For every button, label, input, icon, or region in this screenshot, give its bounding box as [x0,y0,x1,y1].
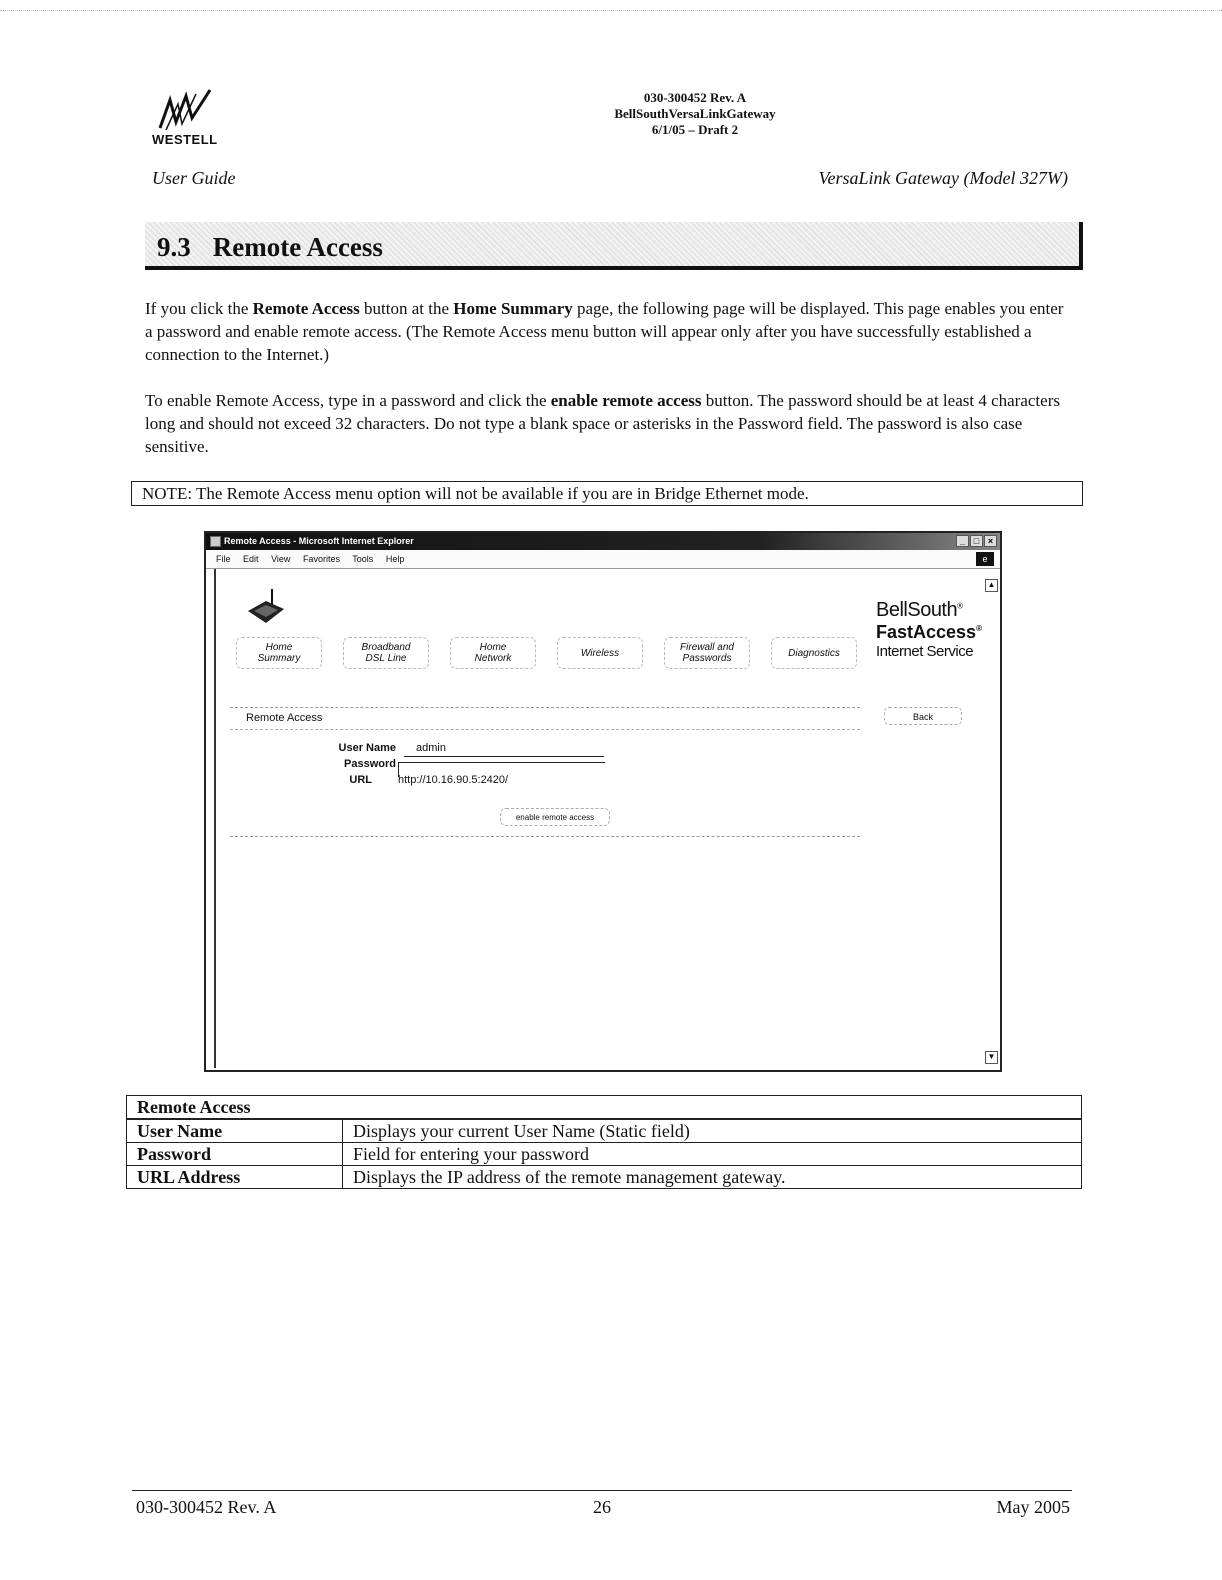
table-key-password: Password [127,1143,343,1166]
scroll-up-icon[interactable]: ▲ [985,579,998,592]
nav-diagnostics[interactable]: Diagnostics [771,637,857,669]
footer-page-number: 26 [593,1497,611,1517]
password-label: Password [344,758,396,770]
paragraph-intro [145,297,1070,366]
browser-content [214,569,986,1068]
user-name-underline [404,756,604,757]
brand-bellsouth: BellSouth [876,599,958,621]
logo-text: WESTELL [152,132,218,147]
menu-help[interactable]: Help [385,554,405,564]
browser-title: Remote Access - Microsoft Internet Explorer [224,536,414,546]
nav-firewall-passwords[interactable]: Firewall and Passwords [664,637,750,669]
menu-edit[interactable]: Edit [243,554,259,564]
para1-text-1: If you click the [145,299,253,318]
para2-bold-1: enable remote access [550,391,702,410]
minimize-icon[interactable]: _ [956,535,969,547]
url-value: http://10.16.90.5:2420/ [398,774,509,786]
ie-window-icon [210,536,221,547]
router-icon [242,587,288,627]
menu-favorites[interactable]: Favorites [302,554,340,564]
brand-internet-service: Internet Service [876,643,974,660]
brand-fastaccess: FastAccess [876,622,977,642]
document-info [500,90,890,138]
ie-throbber-icon: e [976,552,994,566]
para2-text-2: button. The password should be at least 4 characters long and should not exceed 32 characters. Do not type a blank space or asterisks in the Password field. The password is also case sensitive. [145,391,1060,456]
footer-date: May 2005 [996,1497,1070,1517]
user-name-value: admin [416,742,446,754]
footer-rule [132,1490,1072,1491]
table-value-user-name: Displays your current User Name (Static field) [343,1119,1082,1143]
table-header: Remote Access [127,1096,1082,1120]
scan-artifact-line [0,10,1222,12]
nav-home-network[interactable]: Home Network [450,637,536,669]
para1-bold-2: Home Summary [453,299,573,318]
paragraph-instructions [145,389,1070,458]
section-number: 9.3 [157,232,191,262]
menu-file[interactable]: File [216,554,231,564]
scroll-down-icon[interactable]: ▼ [985,1051,998,1064]
table-header-row [127,1096,1082,1120]
table-row [127,1166,1082,1189]
menu-tools[interactable]: Tools [352,554,374,564]
table-key-url-address: URL Address [127,1166,343,1189]
para1-bold-1: Remote Access [252,299,360,318]
para2-text-1: To enable Remote Access, type in a password and click the [145,391,551,410]
nav-broadband-dsl-line[interactable]: Broadband DSL Line [343,637,429,669]
header-right-title: VersaLink Gateway (Model 327W) [818,168,1068,188]
section-heading-bar [145,222,1083,270]
para1-text-3: page, the following page will be displayed. This page enables you enter a password and enable remote access. (The Remote Access menu button will appear only after you have successfully established a connection to the Internet.) [145,299,1064,364]
footer-doc-number: 030-300452 Rev. A [136,1497,277,1517]
window-controls [956,535,997,547]
user-name-label: User Name [338,742,396,754]
back-button[interactable]: Back [884,707,962,725]
bellsouth-brand: BellSouth® FastAccess® Internet Service [876,599,982,660]
maximize-icon[interactable]: □ [970,535,983,547]
browser-titlebar [206,533,1000,550]
table-value-url-address: Displays the IP address of the remote management gateway. [343,1166,1082,1189]
table-row [127,1143,1082,1166]
remote-access-panel [230,707,860,837]
doc-number: 030-300452 Rev. A [643,90,747,105]
section-title-text: Remote Access [212,232,383,262]
westell-logo-mark [152,88,262,132]
nav-wireless[interactable]: Wireless [557,637,643,669]
browser-menubar [206,550,1000,569]
browser-window-screenshot [204,531,1002,1072]
url-label: URL [349,774,372,786]
enable-remote-access-button[interactable]: enable remote access [500,808,610,826]
table-key-user-name: User Name [127,1119,343,1143]
doc-name: BellSouthVersaLinkGateway [614,106,776,121]
remote-access-table [126,1095,1082,1189]
header-left-title: User Guide [152,168,236,188]
panel-title: Remote Access [246,712,323,724]
panel-divider [230,729,860,730]
menu-view[interactable]: View [271,554,291,564]
close-icon[interactable]: × [984,535,997,547]
doc-draft: 6/1/05 – Draft 2 [651,122,739,137]
para1-text-2: button at the [359,299,454,318]
section-title [157,232,383,263]
nav-home-summary[interactable]: Home Summary [236,637,322,669]
westell-logo [152,88,262,150]
table-value-password: Field for entering your password [343,1143,1082,1166]
note-box: NOTE: The Remote Access menu option will not be available if you are in Bridge Ethernet mode. [131,481,1083,506]
table-row [127,1119,1082,1143]
